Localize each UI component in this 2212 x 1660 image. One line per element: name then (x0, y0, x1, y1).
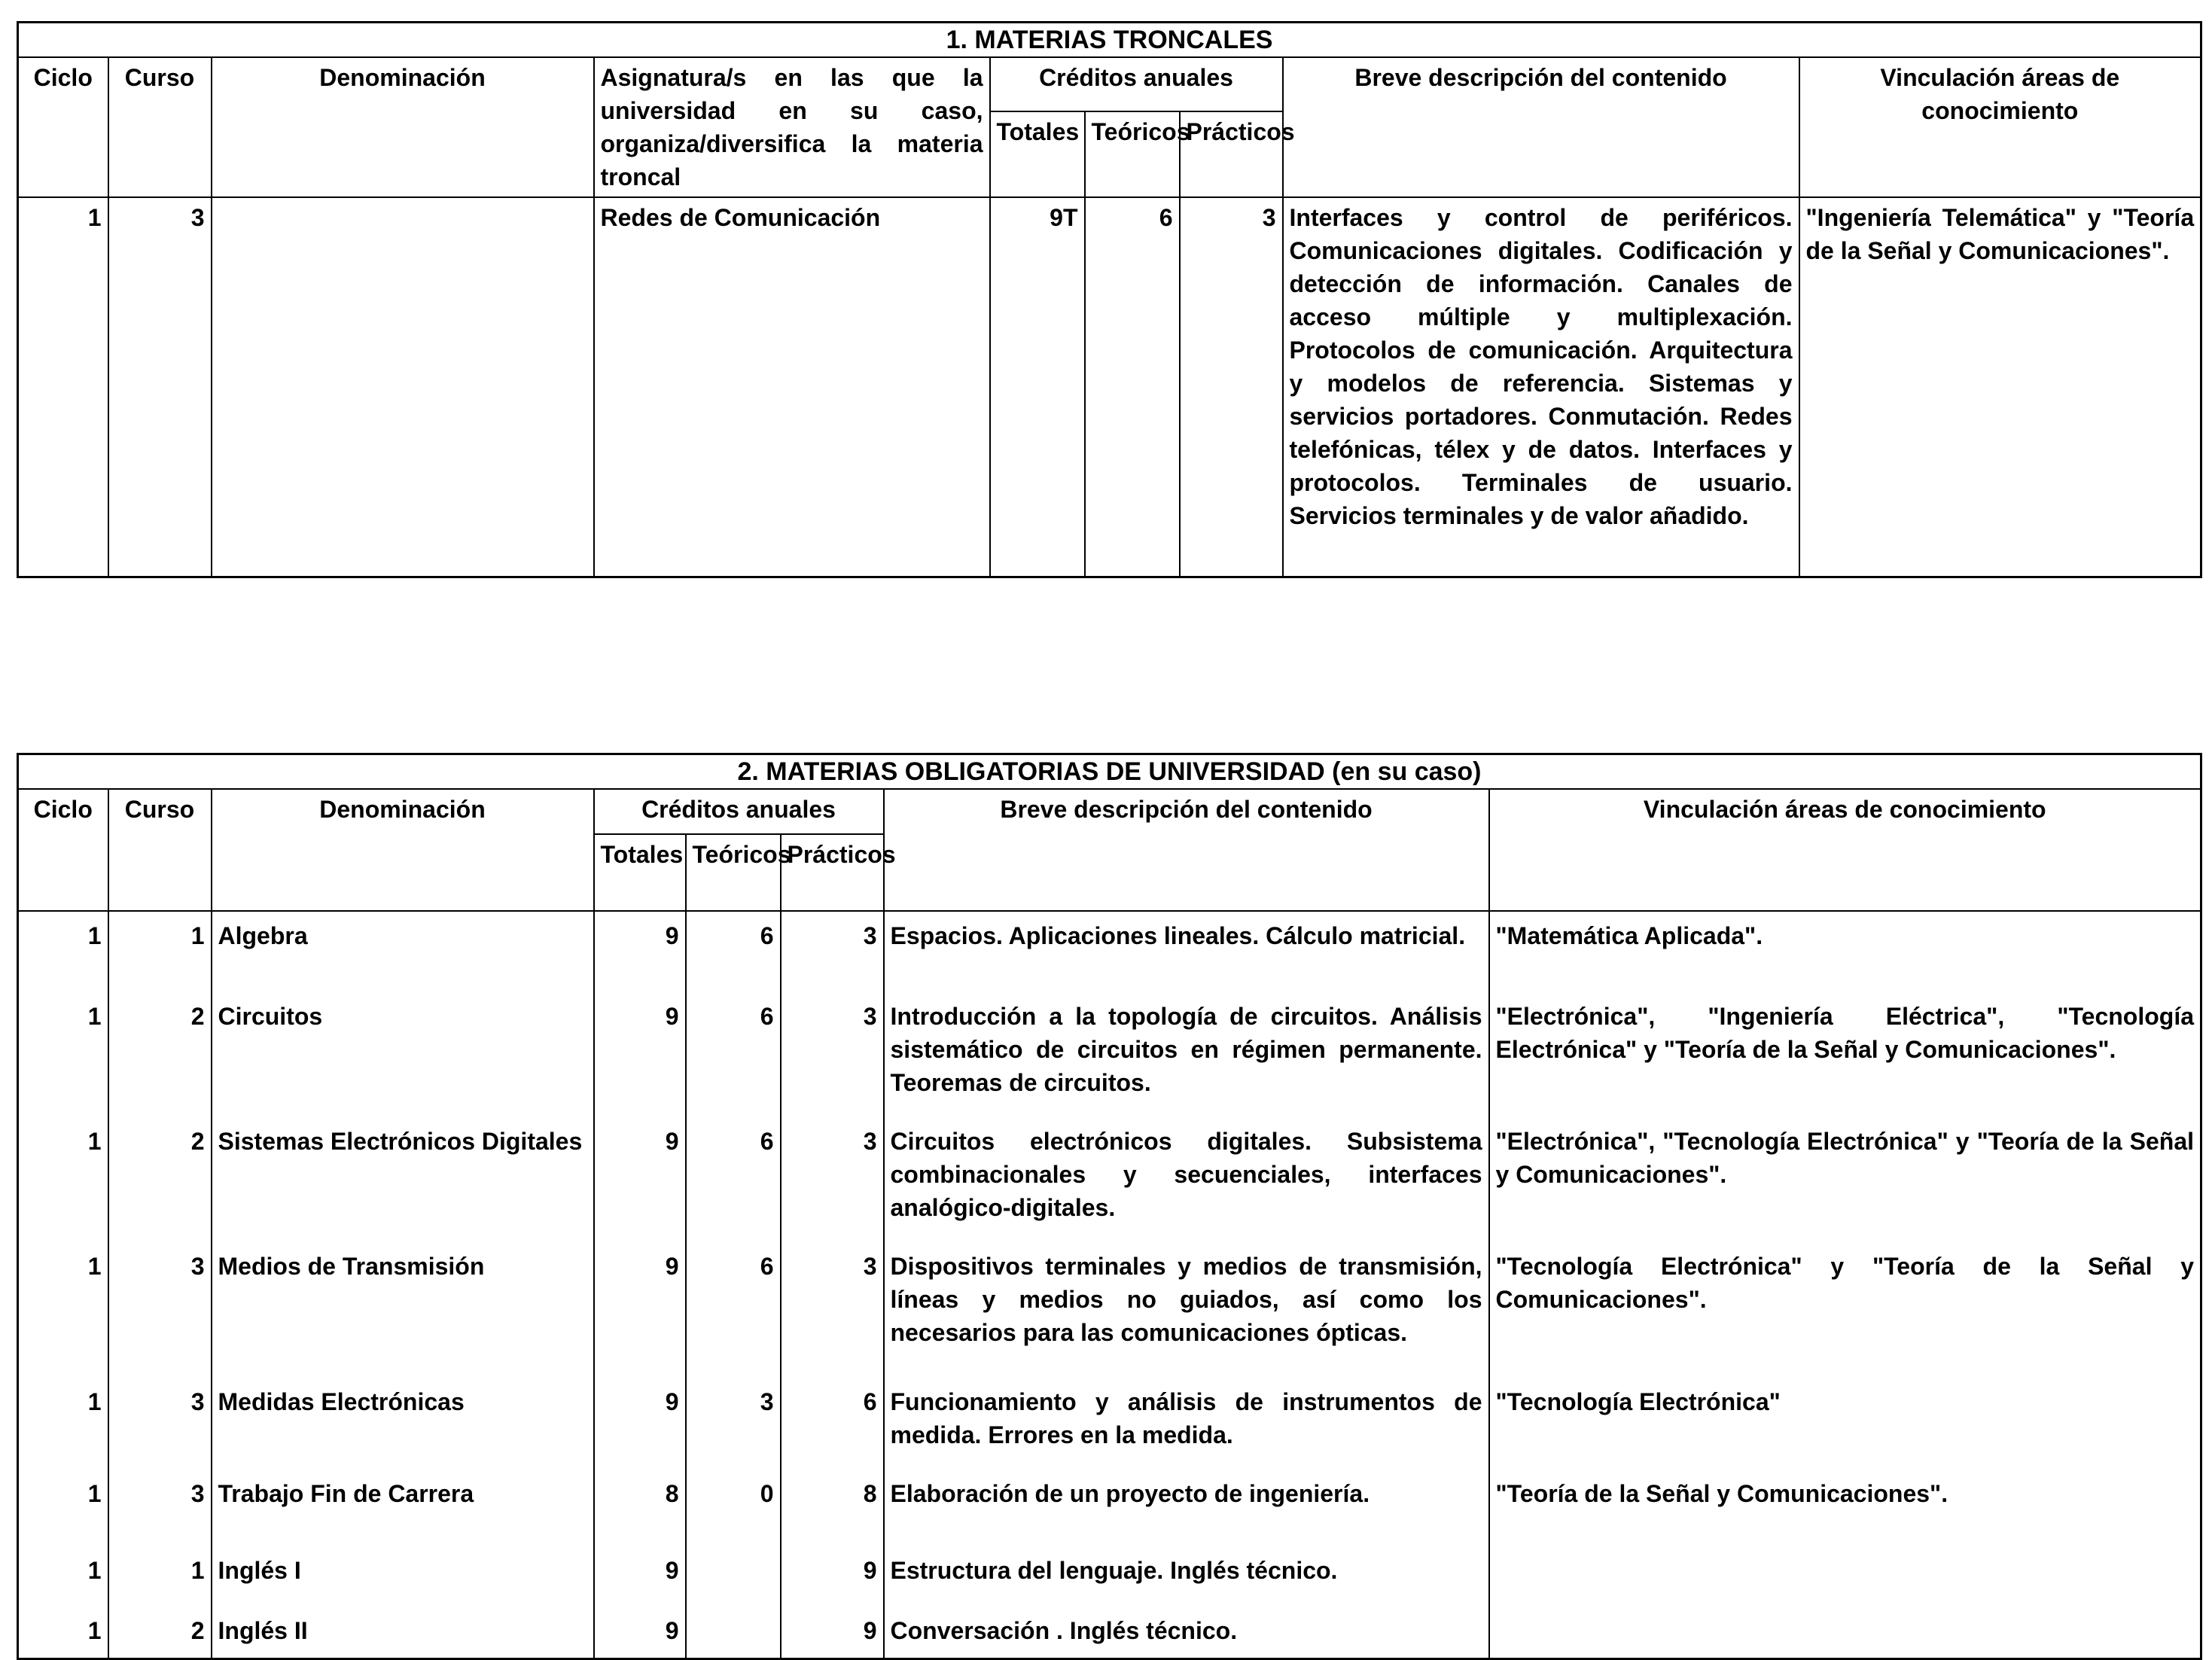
cell-teoricos: 6 (686, 911, 781, 994)
cell-ciclo: 1 (18, 911, 108, 994)
col-curso-header: Curso (108, 789, 212, 911)
cell-curso: 2 (108, 1608, 212, 1659)
troncales-table (17, 21, 2202, 578)
cell-teoricos: 0 (686, 1471, 781, 1548)
cell-descripcion: Dispositivos terminales y medios de transmisión, líneas y medios no guiados, así como los necesarios para las comunicaciones ópticas. (884, 1244, 1489, 1379)
cell-teoricos (686, 1548, 781, 1608)
col-teoricos-header: Teóricos (1085, 111, 1180, 197)
obligatorias-title: 2. MATERIAS OBLIGATORIAS DE UNIVERSIDAD (en su caso) (18, 754, 2201, 790)
cell-practicos: 3 (781, 911, 884, 994)
cell-teoricos: 6 (686, 994, 781, 1119)
col-teoricos-header: Teóricos (686, 834, 781, 911)
cell-descripcion: Funcionamiento y análisis de instrumentos de medida. Errores en la medida. (884, 1379, 1489, 1471)
cell-denominacion: Circuitos (212, 994, 594, 1119)
table-row (18, 994, 2201, 1119)
cell-practicos: 3 (781, 994, 884, 1119)
cell-teoricos: 6 (686, 1119, 781, 1244)
cell-ciclo: 1 (18, 994, 108, 1119)
cell-totales: 9 (594, 1244, 686, 1379)
cell-curso: 3 (108, 1379, 212, 1471)
col-creditos-header: Créditos anuales (990, 57, 1283, 111)
cell-practicos: 6 (781, 1379, 884, 1471)
cell-denominacion: Inglés I (212, 1548, 594, 1608)
cell-vinculacion: "Tecnología Electrónica" y "Teoría de la Señal y Comunicaciones". (1489, 1244, 2201, 1379)
cell-denominacion: Sistemas Electrónicos Digitales (212, 1119, 594, 1244)
cell-ciclo: 1 (18, 1379, 108, 1471)
cell-practicos: 3 (781, 1119, 884, 1244)
cell-curso: 2 (108, 1119, 212, 1244)
cell-denominacion: Medidas Electrónicas (212, 1379, 594, 1471)
cell-curso: 1 (108, 911, 212, 994)
cell-vinculacion (1489, 1608, 2201, 1659)
table-row (18, 1119, 2201, 1244)
cell-denominacion: Trabajo Fin de Carrera (212, 1471, 594, 1548)
col-denominacion-header: Denominación (212, 57, 594, 197)
cell-denominacion: Medios de Transmisión (212, 1244, 594, 1379)
col-vinculacion-header: Vinculación áreas de conocimiento (1489, 789, 2201, 911)
cell-totales: 9 (594, 1608, 686, 1659)
cell-totales: 9 (594, 1379, 686, 1471)
cell-teoricos: 3 (686, 1379, 781, 1471)
cell-vinculacion: "Teoría de la Señal y Comunicaciones". (1489, 1471, 2201, 1548)
cell-asignatura: Redes de Comunicación (594, 197, 990, 577)
cell-totales: 9 (594, 994, 686, 1119)
cell-descripcion: Interfaces y control de periféricos. Comunicaciones digitales. Codificación y detección de información. Canales de acceso múltiple y multiplexación. Protocolos de comunicación. Arquitectura y modelos de referencia. Sistemas y servicios portadores. Conmutación. Redes telefónicas, télex y de datos. Interfaces y protocolos. Terminales de usuario. Servicios terminales y de valor añadido. (1283, 197, 1799, 577)
cell-totales: 9T (990, 197, 1085, 577)
table-row (18, 911, 2201, 994)
cell-totales: 8 (594, 1471, 686, 1548)
cell-vinculacion: "Electrónica", "Tecnología Electrónica" y "Teoría de la Señal y Comunicaciones". (1489, 1119, 2201, 1244)
cell-ciclo: 1 (18, 1244, 108, 1379)
cell-teoricos (686, 1608, 781, 1659)
cell-descripcion: Estructura del lenguaje. Inglés técnico. (884, 1548, 1489, 1608)
table-row (18, 1244, 2201, 1379)
col-descripcion-header: Breve descripción del contenido (884, 789, 1489, 911)
cell-curso: 3 (108, 197, 212, 577)
cell-ciclo: 1 (18, 1608, 108, 1659)
table-row (18, 1379, 2201, 1471)
cell-denominacion: Inglés II (212, 1608, 594, 1659)
col-totales-header: Totales (990, 111, 1085, 197)
obligatorias-table (17, 753, 2202, 1660)
cell-totales: 9 (594, 911, 686, 994)
cell-practicos: 8 (781, 1471, 884, 1548)
cell-ciclo: 1 (18, 1471, 108, 1548)
cell-totales: 9 (594, 1548, 686, 1608)
cell-practicos: 3 (781, 1244, 884, 1379)
table-row (18, 1548, 2201, 1608)
cell-denominacion (212, 197, 594, 577)
cell-descripcion: Conversación . Inglés técnico. (884, 1608, 1489, 1659)
troncales-title: 1. MATERIAS TRONCALES (18, 23, 2201, 58)
cell-teoricos: 6 (686, 1244, 781, 1379)
cell-vinculacion (1489, 1548, 2201, 1608)
cell-ciclo: 1 (18, 197, 108, 577)
table-row (18, 197, 2201, 577)
table-row (18, 1608, 2201, 1659)
col-descripcion-header: Breve descripción del contenido (1283, 57, 1799, 197)
col-asignatura-header: Asignatura/s en las que la universidad en su caso, organiza/diversifica la materia troncal (594, 57, 990, 197)
col-denominacion-header: Denominación (212, 789, 594, 911)
col-curso-header: Curso (108, 57, 212, 197)
cell-totales: 9 (594, 1119, 686, 1244)
cell-curso: 3 (108, 1471, 212, 1548)
col-ciclo-header: Ciclo (18, 789, 108, 911)
col-practicos-header: Prácticos (781, 834, 884, 911)
col-vinculacion-header: Vinculación áreas de conocimiento (1799, 57, 2201, 197)
cell-vinculacion: "Tecnología Electrónica" (1489, 1379, 2201, 1471)
cell-curso: 3 (108, 1244, 212, 1379)
col-practicos-header: Prácticos (1180, 111, 1283, 197)
cell-descripcion: Espacios. Aplicaciones lineales. Cálculo matricial. (884, 911, 1489, 994)
cell-curso: 2 (108, 994, 212, 1119)
table-row (18, 1471, 2201, 1548)
cell-curso: 1 (108, 1548, 212, 1608)
cell-descripcion: Introducción a la topología de circuitos. Análisis sistemático de circuitos en régimen permanente. Teoremas de circuitos. (884, 994, 1489, 1119)
col-creditos-header: Créditos anuales (594, 789, 884, 834)
cell-practicos: 3 (1180, 197, 1283, 577)
cell-ciclo: 1 (18, 1548, 108, 1608)
cell-practicos: 9 (781, 1608, 884, 1659)
cell-vinculacion: "Electrónica", "Ingeniería Eléctrica", "Tecnología Electrónica" y "Teoría de la Señal y Comunicaciones". (1489, 994, 2201, 1119)
cell-descripcion: Circuitos electrónicos digitales. Subsistema combinacionales y secuenciales, interfaces analógico-digitales. (884, 1119, 1489, 1244)
col-ciclo-header: Ciclo (18, 57, 108, 197)
cell-practicos: 9 (781, 1548, 884, 1608)
cell-vinculacion: "Ingeniería Telemática" y "Teoría de la Señal y Comunicaciones". (1799, 197, 2201, 577)
cell-denominacion: Algebra (212, 911, 594, 994)
cell-ciclo: 1 (18, 1119, 108, 1244)
cell-descripcion: Elaboración de un proyecto de ingeniería. (884, 1471, 1489, 1548)
cell-teoricos: 6 (1085, 197, 1180, 577)
cell-vinculacion: "Matemática Aplicada". (1489, 911, 2201, 994)
col-totales-header: Totales (594, 834, 686, 911)
